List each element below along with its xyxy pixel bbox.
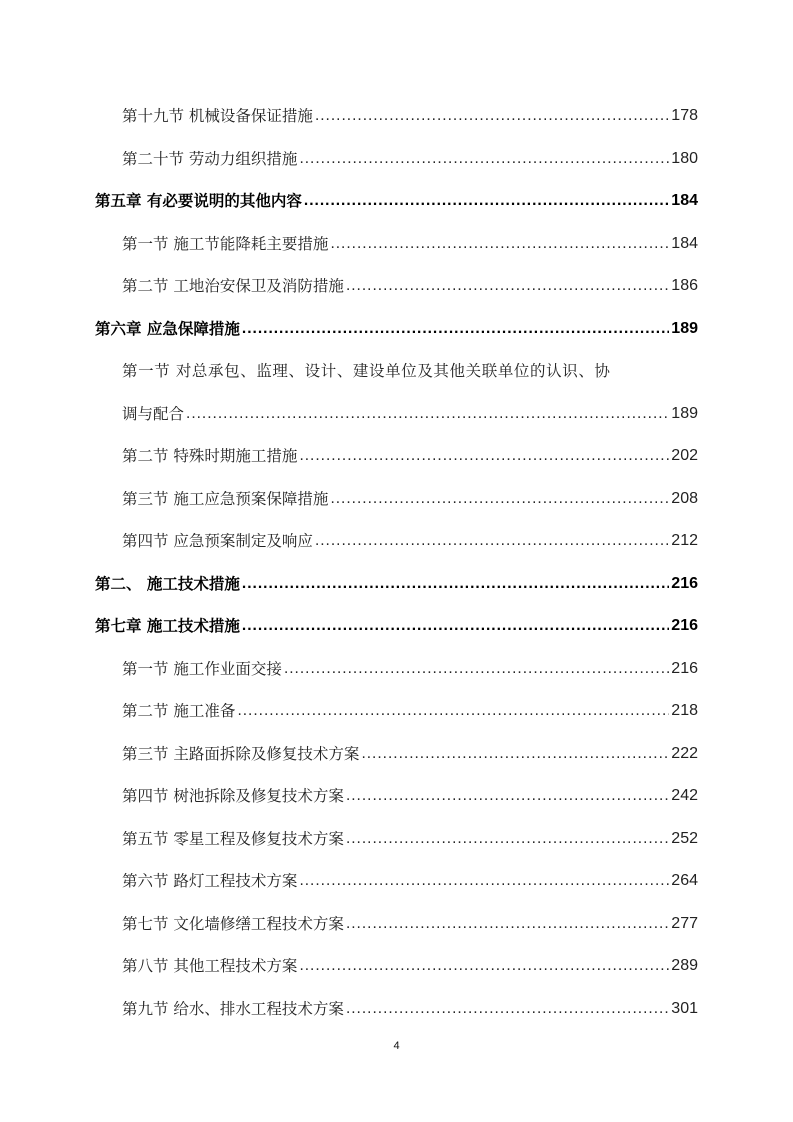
toc-page-number: 186 [671, 277, 698, 294]
toc-title: 第五章 有必要说明的其他内容 [95, 192, 302, 210]
toc-title: 第二节 工地治安保卫及消防措施 [122, 277, 344, 295]
toc-title: 第二节 特殊时期施工措施 [122, 447, 298, 465]
toc-title: 第四节 应急预案制定及响应 [122, 532, 313, 550]
toc-title: 第七章 施工技术措施 [95, 617, 240, 635]
toc-page-number: 189 [671, 404, 698, 422]
dot-leader [299, 435, 669, 478]
table-of-contents [95, 95, 698, 1030]
toc-entry[interactable] [95, 733, 698, 776]
dot-leader [346, 988, 669, 1031]
dot-leader [330, 478, 669, 521]
dot-leader [346, 903, 669, 946]
dot-leader [346, 775, 669, 818]
toc-entry[interactable] [95, 478, 698, 521]
toc-title: 第十九节 机械设备保证措施 [122, 107, 313, 125]
dot-leader [315, 520, 669, 563]
toc-title: 第一节 施工节能降耗主要措施 [122, 234, 329, 253]
toc-page-number: 242 [671, 787, 698, 804]
toc-page-number: 277 [671, 914, 698, 932]
dot-leader [299, 860, 669, 903]
toc-page-number: 289 [671, 957, 698, 974]
toc-title: 第七节 文化墙修缮工程技术方案 [122, 914, 344, 933]
toc-page-number: 189 [671, 319, 698, 337]
dot-leader [299, 945, 669, 988]
toc-entry[interactable] [95, 775, 698, 818]
page-number: 4 [393, 1040, 400, 1052]
toc-entry[interactable] [95, 265, 698, 308]
toc-page-number: 212 [671, 532, 698, 549]
toc-title: 第二节 施工准备 [122, 702, 236, 720]
toc-entry[interactable] [95, 605, 698, 648]
dot-leader [237, 690, 669, 733]
toc-title: 第八节 其他工程技术方案 [122, 957, 298, 975]
toc-entry[interactable] [95, 308, 698, 351]
toc-title: 第六节 路灯工程技术方案 [122, 872, 298, 890]
toc-entry[interactable] [95, 903, 698, 946]
dot-leader [284, 648, 669, 691]
toc-title: 第一节 施工作业面交接 [122, 659, 282, 678]
toc-title: 第四节 树池拆除及修复技术方案 [122, 787, 344, 805]
dot-leader [304, 180, 669, 223]
toc-page-number: 184 [671, 192, 698, 209]
toc-entry[interactable] [95, 988, 698, 1031]
toc-page-number: 184 [671, 234, 698, 252]
toc-page-number: 252 [671, 829, 698, 847]
dot-leader [330, 223, 669, 266]
toc-title: 第六章 应急保障措施 [95, 319, 240, 338]
toc-page-number: 216 [671, 574, 698, 592]
toc-page-number: 202 [671, 447, 698, 464]
toc-title-line1[interactable]: 第一节 对总承包、监理、设计、建设单位及其他关联单位的认识、协 [122, 362, 611, 380]
toc-page-number: 208 [671, 489, 698, 507]
toc-title: 第二、 施工技术措施 [95, 574, 240, 593]
toc-entry[interactable] [95, 393, 698, 436]
toc-title: 第五节 零星工程及修复技术方案 [122, 829, 344, 848]
toc-entry[interactable] [95, 860, 698, 903]
toc-page-number: 180 [671, 149, 698, 167]
dot-leader [346, 265, 669, 308]
toc-entry[interactable] [95, 435, 698, 478]
toc-page-number: 218 [671, 702, 698, 719]
toc-page-number: 178 [671, 107, 698, 124]
dot-leader [242, 308, 669, 351]
dot-leader [346, 818, 669, 861]
dot-leader [299, 138, 669, 181]
toc-entry[interactable] [95, 180, 698, 223]
toc-entry[interactable] [95, 818, 698, 861]
toc-title: 调与配合 [122, 404, 185, 423]
toc-title: 第三节 施工应急预案保障措施 [122, 489, 329, 508]
toc-title: 第二十节 劳动力组织措施 [122, 149, 298, 168]
toc-entry[interactable] [95, 138, 698, 181]
toc-entry[interactable] [95, 563, 698, 606]
toc-entry[interactable] [95, 223, 698, 266]
toc-entry[interactable] [95, 945, 698, 988]
toc-title: 第九节 给水、排水工程技术方案 [122, 999, 344, 1018]
toc-entry[interactable] [95, 520, 698, 563]
toc-page-number: 264 [671, 872, 698, 889]
toc-entry[interactable] [95, 95, 698, 138]
dot-leader [315, 95, 669, 138]
dot-leader [361, 733, 669, 776]
toc-entry[interactable] [95, 648, 698, 691]
toc-title: 第三节 主路面拆除及修复技术方案 [122, 744, 360, 763]
toc-page-number: 216 [671, 659, 698, 677]
dot-leader [186, 393, 669, 436]
toc-page-number: 301 [671, 999, 698, 1017]
toc-entry[interactable] [95, 690, 698, 733]
toc-page-number: 216 [671, 617, 698, 634]
toc-page-number: 222 [671, 744, 698, 762]
dot-leader [242, 605, 669, 648]
dot-leader [242, 563, 669, 606]
